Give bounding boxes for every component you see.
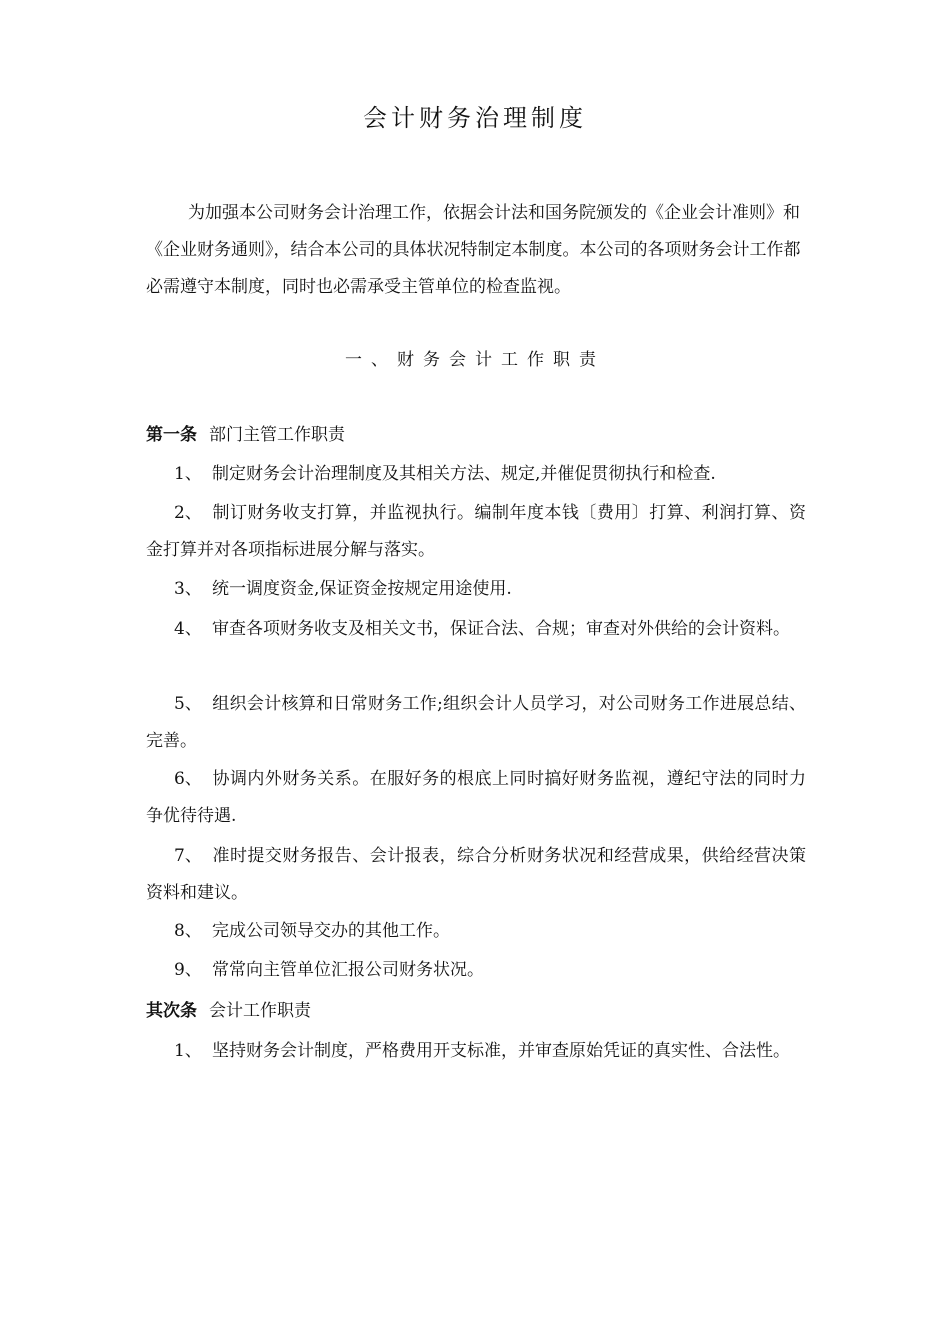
list-item <box>146 686 806 760</box>
article-name: 会计工作职责 <box>209 1001 311 1021</box>
item-text: 准时提交财务报告、会计报表，综合分析财务状况和经营成果，供给经营决策资料和建议。 <box>146 846 806 903</box>
item-text: 制订财务收支打算，并监视执行。编制年度本钱〔费用〕打算、利润打算、资金打算并对各项指标进展分解与落实。 <box>146 503 806 560</box>
item-text: 坚持财务会计制度，严格费用开支标准，并审查原始凭证的真实性、合法性。 <box>212 1041 790 1061</box>
item-text: 制定财务会计治理制度及其相关方法、规定,并催促贯彻执行和检查. <box>212 464 716 484</box>
list-item <box>146 913 806 950</box>
item-text: 完成公司领导交办的其他工作。 <box>212 921 450 941</box>
list-item <box>146 495 806 569</box>
item-number: 8、 <box>174 921 202 941</box>
item-number: 1、 <box>174 464 202 484</box>
list-item <box>146 838 806 912</box>
item-text: 审查各项财务收支及相关文书，保证合法、合规；审查对外供给的会计资料。 <box>212 619 790 639</box>
section-heading: 一、财务会计工作职责 <box>345 350 605 370</box>
list-item <box>146 1033 806 1070</box>
item-text: 协调内外财务关系。在服好务的根底上同时搞好财务监视，遵纪守法的同时力争优待待遇. <box>146 769 806 826</box>
item-number: 7、 <box>174 846 202 866</box>
article-name: 部门主管工作职责 <box>209 425 345 445</box>
item-number: 9、 <box>174 960 202 980</box>
item-text: 组织会计核算和日常财务工作;组织会计人员学习，对公司财务工作进展总结、完善。 <box>146 694 806 751</box>
item-number: 2、 <box>174 503 202 523</box>
article-label: 其次条 <box>146 1001 197 1021</box>
list-item <box>146 571 806 608</box>
article-heading-1 <box>146 417 806 454</box>
item-number: 3、 <box>174 579 202 599</box>
item-text: 统一调度资金,保证资金按规定用途使用. <box>212 579 512 599</box>
article-label: 第一条 <box>146 425 197 445</box>
item-number: 1、 <box>174 1041 202 1061</box>
list-item <box>146 952 806 989</box>
document-title: 会计财务治理制度 <box>363 104 587 132</box>
item-number: 4、 <box>174 619 202 639</box>
list-item <box>146 761 806 835</box>
item-number: 5、 <box>174 694 202 714</box>
list-item <box>146 611 806 648</box>
item-number: 6、 <box>174 769 202 789</box>
intro-paragraph: 为加强本公司财务会计治理工作，依据会计法和国务院颁发的《企业会计准则》和《企业财务通则》，结合本公司的具体状况特制定本制度。本公司的各项财务会计工作都必需遵守本制度，同时也必需承受主管单位的检查监视。 <box>146 203 801 297</box>
article-heading-2 <box>146 993 806 1030</box>
item-text: 常常向主管单位汇报公司财务状况。 <box>212 960 484 980</box>
list-item <box>146 456 806 493</box>
